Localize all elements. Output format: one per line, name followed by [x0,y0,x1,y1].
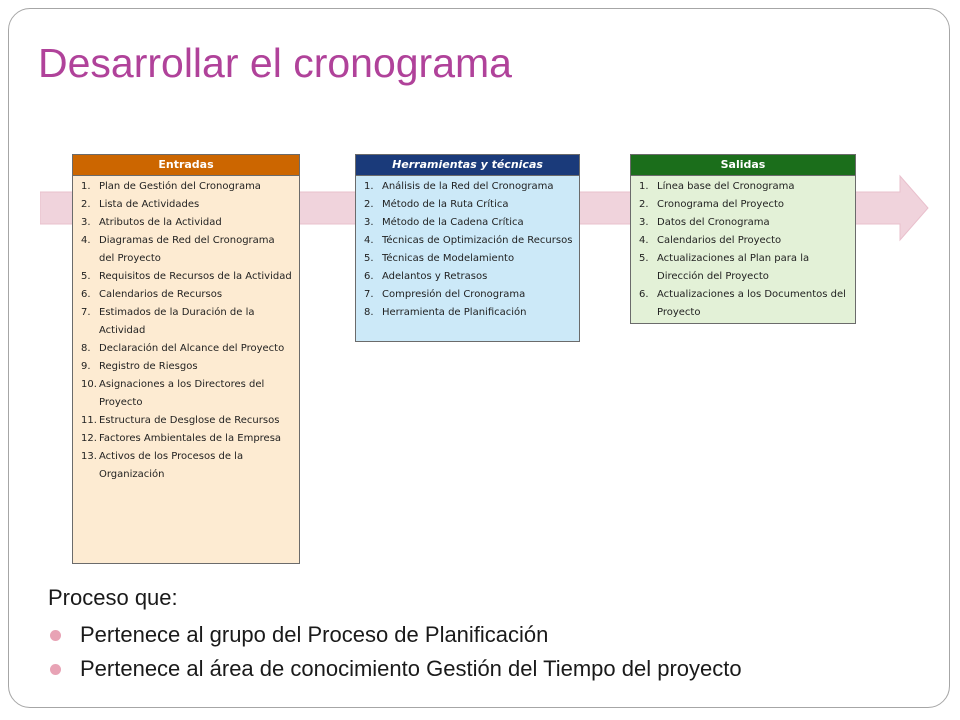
entradas-item-text: Activos de los Procesos de la Organización [99,451,244,480]
herramientas-box [355,154,580,342]
entradas-item-number: 9. [81,361,91,372]
herramientas-header: Herramientas y técnicas [356,155,579,176]
entradas-item-text: Estimados de la Duración de la Actividad [99,307,255,336]
entradas-header: Entradas [73,155,299,176]
herramientas-item-number: 5. [364,253,374,264]
entradas-item-text: Asignaciones a los Directores del Proyecto [99,379,265,408]
salidas-item-number: 3. [639,217,649,228]
herramientas-item-number: 4. [364,235,374,246]
herramientas-item-text: Adelantos y Retrasos [382,271,488,282]
herramientas-item [364,178,573,196]
entradas-item [81,376,293,412]
entradas-item-number: 4. [81,235,91,246]
entradas-box [72,154,300,564]
salidas-list [631,176,855,322]
entradas-item-number: 13. [81,451,97,462]
entradas-item [81,178,293,196]
entradas-item [81,358,293,376]
salidas-header: Salidas [631,155,855,176]
entradas-item-text: Calendarios de Recursos [99,289,223,300]
process-label: Proceso que: [48,585,178,610]
herramientas-item [364,304,573,322]
salidas-item [639,214,849,232]
entradas-item-text: Plan de Gestión del Cronograma [99,181,261,192]
entradas-item [81,448,293,484]
entradas-item [81,196,293,214]
bullet-text: Pertenece al área de conocimiento Gestión del Tiempo del proyecto [80,656,742,681]
herramientas-item-number: 8. [364,307,374,318]
bullet-item [48,618,928,652]
salidas-item-number: 2. [639,199,649,210]
herramientas-item-number: 7. [364,289,374,300]
entradas-item-number: 5. [81,271,91,282]
entradas-item-number: 6. [81,289,91,300]
entradas-item-text: Factores Ambientales de la Empresa [99,433,282,444]
herramientas-item-number: 6. [364,271,374,282]
entradas-item-text: Lista de Actividades [99,199,200,210]
herramientas-item [364,286,573,304]
salidas-box [630,154,856,324]
salidas-item-number: 5. [639,253,649,264]
entradas-item-number: 12. [81,433,97,444]
salidas-item [639,286,849,322]
bullet-dot-icon [50,664,61,675]
salidas-item-text: Línea base del Cronograma [657,181,795,192]
salidas-item-text: Actualizaciones al Plan para la Dirección del Proyecto [657,253,810,282]
bullet-dot-icon [50,630,61,641]
herramientas-item [364,250,573,268]
salidas-item-number: 4. [639,235,649,246]
salidas-item-number: 6. [639,289,649,300]
entradas-item [81,214,293,232]
entradas-item-number: 1. [81,181,91,192]
entradas-item-text: Registro de Riesgos [99,361,198,372]
entradas-item-text: Requisitos de Recursos de la Actividad [99,271,292,282]
herramientas-item [364,214,573,232]
herramientas-item-number: 2. [364,199,374,210]
salidas-item-number: 1. [639,181,649,192]
salidas-item-text: Actualizaciones a los Documentos del Proyecto [657,289,846,318]
slide-title: Desarrollar el cronograma [38,40,512,86]
entradas-item-number: 8. [81,343,91,354]
entradas-item [81,268,293,286]
entradas-item-text: Estructura de Desglose de Recursos [99,415,280,426]
entradas-item-text: Declaración del Alcance del Proyecto [99,343,285,354]
entradas-item [81,412,293,430]
herramientas-item-text: Compresión del Cronograma [382,289,526,300]
salidas-item-text: Datos del Cronograma [657,217,770,228]
herramientas-list [356,176,579,322]
entradas-item-number: 10. [81,379,97,390]
entradas-item-text: Atributos de la Actividad [99,217,222,228]
entradas-item [81,304,293,340]
entradas-item [81,340,293,358]
process-section [48,584,928,686]
herramientas-item-text: Herramienta de Planificación [382,307,527,318]
entradas-item [81,430,293,448]
herramientas-item-text: Método de la Cadena Crítica [382,217,524,228]
process-bullets [48,618,928,686]
salidas-item [639,250,849,286]
salidas-item-text: Calendarios del Proyecto [657,235,782,246]
salidas-item-text: Cronograma del Proyecto [657,199,785,210]
entradas-item [81,286,293,304]
herramientas-item-text: Técnicas de Optimización de Recursos [382,235,573,246]
salidas-item [639,178,849,196]
entradas-item [81,232,293,268]
herramientas-item-text: Técnicas de Modelamiento [382,253,515,264]
entradas-item-number: 3. [81,217,91,228]
herramientas-item-number: 3. [364,217,374,228]
salidas-item [639,196,849,214]
bullet-item [48,652,928,686]
salidas-item [639,232,849,250]
entradas-item-number: 7. [81,307,91,318]
herramientas-item-text: Análisis de la Red del Cronograma [382,181,554,192]
herramientas-item-text: Método de la Ruta Crítica [382,199,509,210]
herramientas-item [364,232,573,250]
herramientas-item [364,268,573,286]
entradas-item-text: Diagramas de Red del Cronograma del Proyecto [99,235,275,264]
entradas-item-number: 11. [81,415,97,426]
entradas-list [73,176,299,484]
entradas-item-number: 2. [81,199,91,210]
herramientas-item [364,196,573,214]
bullet-text: Pertenece al grupo del Proceso de Planificación [80,622,549,647]
herramientas-item-number: 1. [364,181,374,192]
